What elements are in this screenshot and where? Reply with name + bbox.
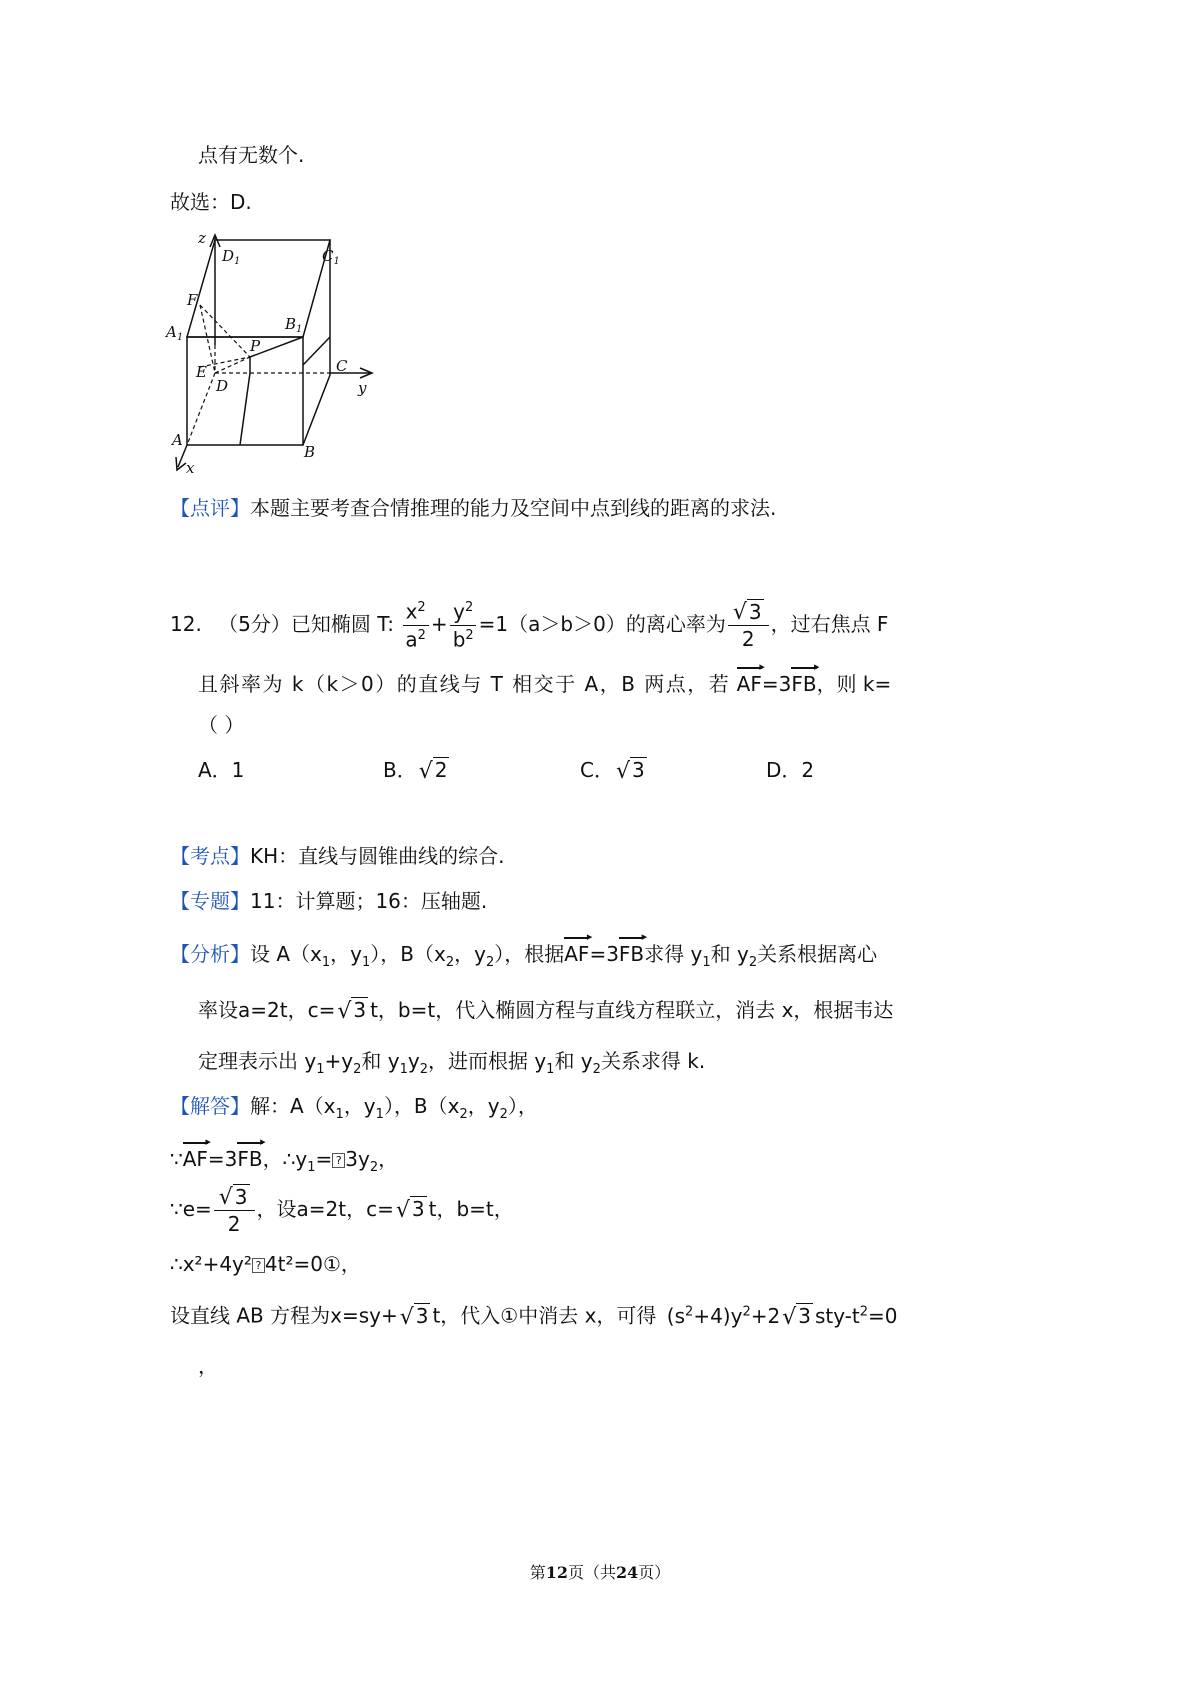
label-C: C [336,357,348,375]
eccentricity-fraction-2: √ 3 2 [214,1187,255,1234]
fraction-y2-b2: $\frac{y^2}{b^2}$ [450,601,477,649]
option-b[interactable]: B． √ 2 [383,758,448,784]
zhuanti-line: 【专题】11：计算题；16：压轴题. [170,889,488,913]
jieda-line2: ∵ ▸ AF=3 ▸ FB，$\therefore y_1=$ ? $3y_2$， [170,1135,399,1175]
label-B1: $B_1$ [285,315,303,335]
vector-FB-2: ▸ FB [618,930,648,966]
fenxi-line2: 率设a=2t，c= √ 3 t，b=t，代入椭圆方程与直线方程联立，消去 x，根据韦达 [198,998,894,1024]
kaodian-line: 【考点】KH：直线与圆锥曲线的综合. [170,844,505,868]
jieda-line3: ∵e= √ 3 2 ，设a=2t，c= √ 3 t，b=t， [170,1185,514,1236]
page-number: 12 [545,1563,568,1582]
answer-line: 故选：D. [170,190,252,214]
label-F: F [187,291,198,309]
vector-AF-2: ▸ AF [564,930,593,966]
missing-glyph-box: ? [332,1153,345,1168]
q12-condition: =1（a＞b＞0）的离心率为 [478,612,726,636]
label-D: D [216,377,229,395]
jieda-line4: ∴x²+4y² ? 4t²=0①， [170,1252,361,1276]
label-P: P [250,337,261,355]
label-B: B [304,443,316,461]
jieda-line1: 【解答】解：$A(x_1$，$y_1$），$B(x_2$，$y_2$）， [170,1094,538,1122]
review-tag: 【点评】 [170,496,250,520]
label-E: E [196,363,207,381]
option-a[interactable]: A．1 [198,758,245,782]
vector-FB-3: ▸ FB [237,1135,266,1171]
label-y: y [358,379,367,397]
missing-glyph-box-2: ? [252,1258,265,1273]
label-A: A [172,431,183,449]
cube-diagram [160,225,400,485]
q12-number: 12. [170,612,202,636]
q12-after-e: ，过右焦点 F [770,612,889,636]
vector-AF: ▸ AF [736,660,765,696]
fenxi-line3: 定理表示出 $y_1+y_2$和 $y_1y_2$，进而根据 $y_1$和 $y_2$关系求得 k. [198,1049,706,1077]
q12-line2: 且斜率为 k（k＞0）的直线与 T 相交于 A，B 两点，若 ▸ AF=3 ▸ FB，则 k= [198,660,892,696]
label-D1: $D_1$ [222,247,241,267]
eccentricity-fraction: √ 3 2 [728,602,769,649]
review-text: 本题主要考查合情推理的能力及空间中点到线的距离的求法. [250,496,777,520]
q12-line1: 12. （5分）已知椭圆 T: $\frac{x^2}{a^2}$ + $\frac{y^2}{b^2}$ =1（a＞b＞0）的离心率为 √ 3 2 ，过右焦点 F [170,600,889,652]
conclusion-line: 点有无数个. [198,143,305,167]
page-footer: 第12页（共24页） [529,1563,671,1582]
label-C1: $C_1$ [322,247,340,267]
jieda-line5: 设直线 AB 方程为x=sy+ √ 3 t，代入①中消去 x，可得 $(s^2+4)y^2+2$ √ 3 sty-$t^2=0$ [170,1303,898,1330]
label-z: z [198,229,206,247]
q12-paren: （ ） [198,713,245,737]
vector-AF-3: ▸ AF [182,1135,211,1171]
label-A1: $A_1$ [166,323,184,343]
option-c[interactable]: C． √ 3 [580,758,645,784]
review-line [170,494,776,522]
total-pages: 24 [616,1563,639,1582]
jieda-line6: ， [198,1354,218,1378]
option-d[interactable]: D．2 [766,758,815,782]
fraction-x2-a2: $\frac{x^2}{a^2}$ [402,601,429,649]
label-x: x [186,459,195,477]
q12-score: （5分）已知椭圆 T: [218,612,395,636]
fenxi-line1: 【分析】设 $A(x_1$，$y_1$），$B(x_2$，$y_2$），根据 ▸ AF=3 ▸ FB求得 $y_1$和 $y_2$关系根据离心 [170,930,878,970]
vector-FB: ▸ FB [791,660,820,696]
